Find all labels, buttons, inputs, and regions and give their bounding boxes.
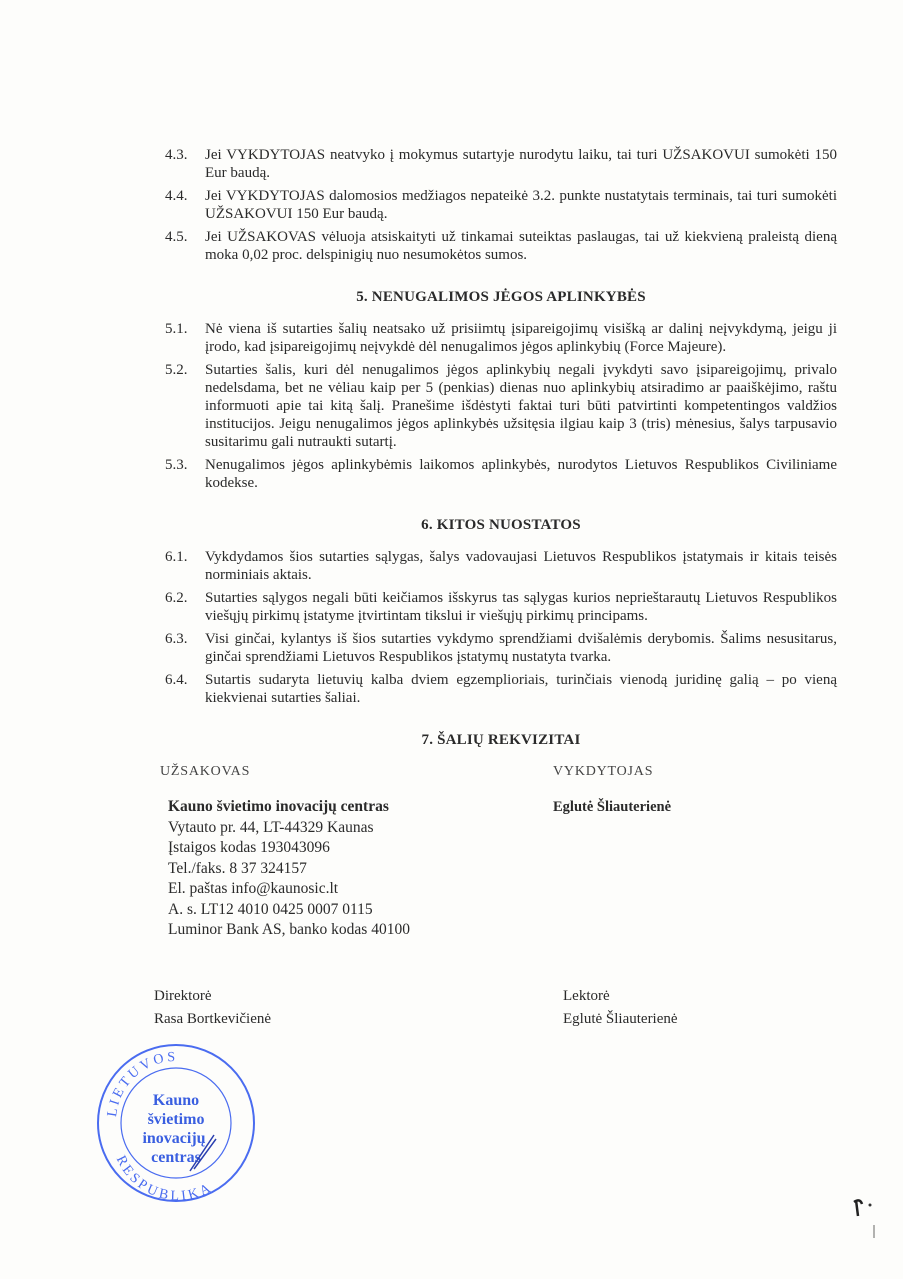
clause-number: 4.5. [165,229,188,245]
page-margin-mark [848,1180,878,1250]
contractor-column [553,763,837,941]
stamp-line: švietimo [147,1110,205,1128]
clause-5-3 [165,456,837,492]
customer-signer-name: Rasa Bortkevičienė [154,1010,272,1027]
clause-text: Sutartis sudaryta lietuvių kalba dviem egzemplioriais, turinčiais vienodą juridinę galią – po vieną kiekvienai sutarties šaliai. [205,672,837,706]
clause-4-5 [165,228,837,264]
customer-phone: Tel./faks. 8 37 324157 [168,859,307,877]
clause-6-4 [165,671,837,707]
stamp-line: inovacijų [142,1129,206,1147]
customer-details [168,797,553,941]
clause-text: Nė viena iš sutarties šalių neatsako už prisiimtų įsipareigojimų visišką ar dalinį neįvykdymą, jeigu ji įrodo, kad įsipareigojimų neįvykdė dėl nenugalimos jėgos aplinkybių (Force Majeure). [205,321,837,355]
customer-name: Kauno švietimo inovacijų centras [168,798,389,815]
clause-6-2 [165,589,837,625]
customer-code: Įstaigos kodas 193043096 [168,839,330,856]
organization-stamp [94,1039,259,1204]
clause-6-3 [165,630,837,666]
customer-label: UŽSAKOVAS [160,764,251,779]
parties-details [160,763,837,941]
customer-bank: Luminor Bank AS, banko kodas 40100 [168,921,410,938]
section-7-heading: 7. ŠALIŲ REKVIZITAI [421,732,581,748]
customer-email: El. paštas info@kaunosic.lt [168,880,339,897]
stamp-ring-bottom: RESPUBLIKA [112,1152,216,1204]
stamp-line: centras [151,1148,201,1166]
customer-signature-block [104,985,563,1204]
clause-text: Jei VYKDYTOJAS neatvyko į mokymus sutartyje nurodytu laiku, tai turi UŽSAKOVUI sumokėti 150 Eur baudą. [205,147,837,181]
section-5-heading: 5. NENUGALIMOS JĖGOS APLINKYBĖS [356,289,646,305]
clause-number: 5.1. [165,321,188,337]
clause-text: Jei VYKDYTOJAS dalomosios medžiagos nepateikė 3.2. punkte nustatytais terminais, tai turi sumokėti UŽSAKOVUI 150 Eur baudą. [205,188,837,222]
clause-number: 6.4. [165,672,188,688]
clause-number: 4.3. [165,147,188,163]
clause-number: 6.3. [165,631,188,647]
clause-4-3 [165,146,837,182]
clause-5-2 [165,361,837,451]
contractor-label: VYKDYTOJAS [553,764,654,779]
document-body [104,146,837,1204]
clause-text: Vykdydamos šios sutarties sąlygas, šalys vadovaujasi Lietuvos Respublikos įstatymais ir kitais teisės norminiais aktais. [205,549,837,583]
clause-6-1 [165,548,837,584]
clause-text: Sutarties sąlygos negali būti keičiamos išskyrus tas sąlygas kurios neprieštarautų Lietuvos Respublikos viešųjų pirkimų įstatyme įtvirtintam tikslui ir viešųjų pirkimų principams. [205,590,837,624]
customer-address: Vytauto pr. 44, LT-44329 Kaunas [168,818,374,836]
clause-text: Jei UŽSAKOVAS vėluoja atsiskaityti už tinkamai suteiktas paslaugas, tai už kiekvieną praleistą dieną moka 0,02 proc. delspinigių nuo nesumokėtos sumos. [205,229,837,263]
clause-number: 6.1. [165,549,188,565]
contractor-name: Eglutė Šliauterienė [553,799,672,815]
customer-signer-role: Direktorė [154,987,212,1004]
clause-number: 5.3. [165,457,188,473]
stamp-ring-top: LIETUVOS [104,1049,179,1118]
signature-row [104,985,837,1204]
clause-text: Visi ginčai, kylantys iš šios sutarties vykdymo sprendžiami dvišalėmis derybomis. Šalims nesusitarus, ginčai sprendžiami Lietuvos Respublikos įstatymų nustatyta tvarka. [205,631,837,665]
contractor-signature-block [563,985,678,1204]
clause-4-4 [165,187,837,223]
clause-number: 6.2. [165,590,188,606]
clause-5-1 [165,320,837,356]
clause-number: 5.2. [165,362,188,378]
clause-text: Sutarties šalis, kuri dėl nenugalimos jėgos aplinkybių negali įvykdyti savo įsipareigojimų, privalo nedelsdama, bet ne vėliau kaip per 5 (penkias) dienas nuo aplinkybių atsiradimo ar paaiškėjimo, raštu informuoti apie tai kitą šalį. Pranešime išdėstyti faktai turi būti patvirtinti kompetentingos valdžios institucijos. Jeigu nenugalimos jėgos aplinkybės užsitęsia ilgiau kaip 3 (tris) mėnesius, šalys tarpusavio susitarimu gali nutraukti sutartį. [205,362,837,450]
clause-text: Nenugalimos jėgos aplinkybėmis laikomos aplinkybės, nurodytos Lietuvos Respublikos Civiliniame kodekse. [205,457,837,491]
stamp-line: Kauno [152,1091,200,1109]
customer-account: A. s. LT12 4010 0425 0007 0115 [168,900,373,918]
contractor-signer-name: Eglutė Šliauterienė [563,1010,678,1027]
customer-column [160,763,553,941]
clause-number: 4.4. [165,188,188,204]
contractor-signer-role: Lektorė [563,987,610,1004]
section-6-heading: 6. KITOS NUOSTATOS [421,517,581,533]
